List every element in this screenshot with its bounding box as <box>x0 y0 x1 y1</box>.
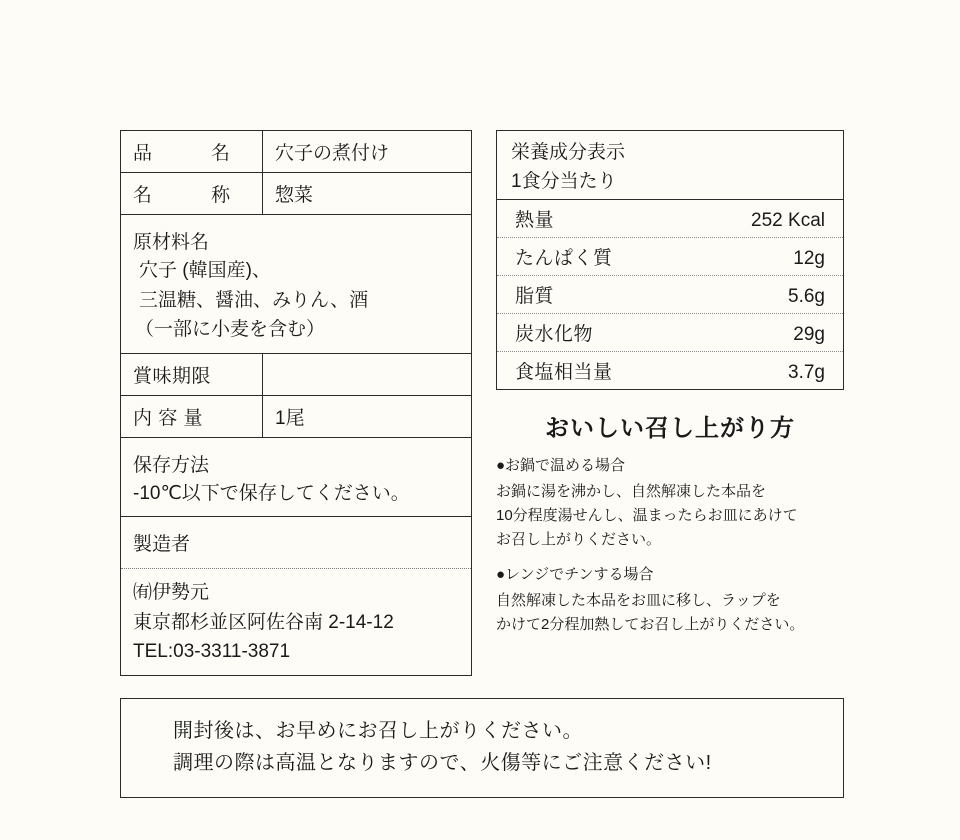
nutrition-name-fat: 脂質 <box>515 286 555 307</box>
nutrition-value-protein: 12g <box>793 248 825 269</box>
nutrition-value-energy: 252 Kcal <box>751 210 825 231</box>
nutrition-name-protein: たんぱく質 <box>515 248 613 269</box>
nutrition-row-carbohydrate <box>497 314 843 352</box>
storage-line: -10℃以下で保存してください。 <box>133 482 410 504</box>
ingredients-line-1: 穴子 (韓国産)、 <box>139 260 271 281</box>
table-row-manufacturer-title <box>121 517 471 569</box>
manufacturer-line-2: 東京都杉並区阿佐谷南 2-14-12 <box>133 611 394 633</box>
nutrition-value-fat: 5.6g <box>788 286 825 307</box>
serving-method-pot-line-3: お召し上がりください。 <box>496 531 662 549</box>
manufacturer-block <box>121 569 471 675</box>
nutrition-row-salt <box>497 352 843 389</box>
serving-method-microwave-line-1: 自然解凍した本品をお皿に移し、ラップを <box>496 591 781 609</box>
label-best-before-key: 賞味期限 <box>121 354 263 395</box>
ingredients-block <box>121 215 471 353</box>
serving-method-microwave-line-2: かけて2分程加熱してお召し上がりください。 <box>496 616 805 634</box>
serving-method-pot-heading: ●お鍋で温める場合 <box>496 457 626 474</box>
caution-note <box>120 698 844 798</box>
nutrition-name-salt: 食塩相当量 <box>515 362 613 383</box>
nutrition-subtitle: 1食分当たり <box>497 166 843 200</box>
product-info-table <box>120 130 472 676</box>
ingredients-title: 原材料名 <box>133 232 210 253</box>
label-product-name-value: 穴子の煮付け <box>275 143 390 164</box>
table-row-product-name <box>121 131 471 173</box>
manufacturer-title-block <box>121 517 471 568</box>
serving-suggestion-title: おいしい召し上がり方 <box>545 415 795 442</box>
nutrition-title: 栄養成分表示 <box>511 142 626 163</box>
nutrition-value-salt: 3.7g <box>788 362 825 383</box>
serving-method-pot <box>496 455 844 552</box>
caution-note-line-2: 調理の際は高温となりますので、火傷等にご注意ください! <box>173 751 712 774</box>
label-category-value: 惣菜 <box>275 185 314 206</box>
nutrition-row-protein <box>497 238 843 276</box>
storage-title: 保存方法 <box>133 454 210 476</box>
table-row-manufacturer-details <box>121 569 471 675</box>
table-row-best-before <box>121 354 471 396</box>
ingredients-line-2: 三温糖、醤油、みりん、酒 <box>139 289 369 311</box>
nutrition-row-fat <box>497 276 843 314</box>
nutrition-name-carbohydrate: 炭水化物 <box>515 324 594 345</box>
table-row-category <box>121 173 471 215</box>
label-net-content-value: 1尾 <box>275 407 305 429</box>
serving-method-pot-line-2: 10分程度湯せんし、温まったらお皿にあけて <box>496 506 798 524</box>
label-best-before-value <box>263 354 471 395</box>
manufacturer-line-3: TEL:03-3311-3871 <box>133 641 291 663</box>
nutrition-table <box>496 130 844 390</box>
manufacturer-line-1: ㈲伊勢元 <box>133 582 210 604</box>
serving-method-microwave-heading: ●レンジでチンする場合 <box>496 566 654 584</box>
label-category-key: 名 称 <box>121 173 263 214</box>
ingredients-line-3: （一部に小麦を含む） <box>135 319 326 341</box>
nutrition-name-energy: 熱量 <box>515 210 555 231</box>
table-row-ingredients <box>121 215 471 354</box>
label-product-name-key: 品 名 <box>121 131 263 172</box>
food-label <box>120 130 844 798</box>
right-column <box>496 130 844 649</box>
label-columns <box>120 130 844 676</box>
storage-block <box>121 438 471 517</box>
manufacturer-title: 製造者 <box>133 534 191 556</box>
serving-method-microwave <box>496 564 844 637</box>
serving-method-pot-line-1: お鍋に湯を沸かし、自然解凍した本品を <box>496 482 767 500</box>
label-net-content-key: 内 容 量 <box>121 396 263 437</box>
table-row-net-content <box>121 396 471 438</box>
caution-note-line-1: 開封後は、お早めにお召し上がりください。 <box>173 719 583 742</box>
table-row-storage <box>121 438 471 518</box>
nutrition-row-energy <box>497 200 843 238</box>
nutrition-value-carbohydrate: 29g <box>793 324 825 345</box>
